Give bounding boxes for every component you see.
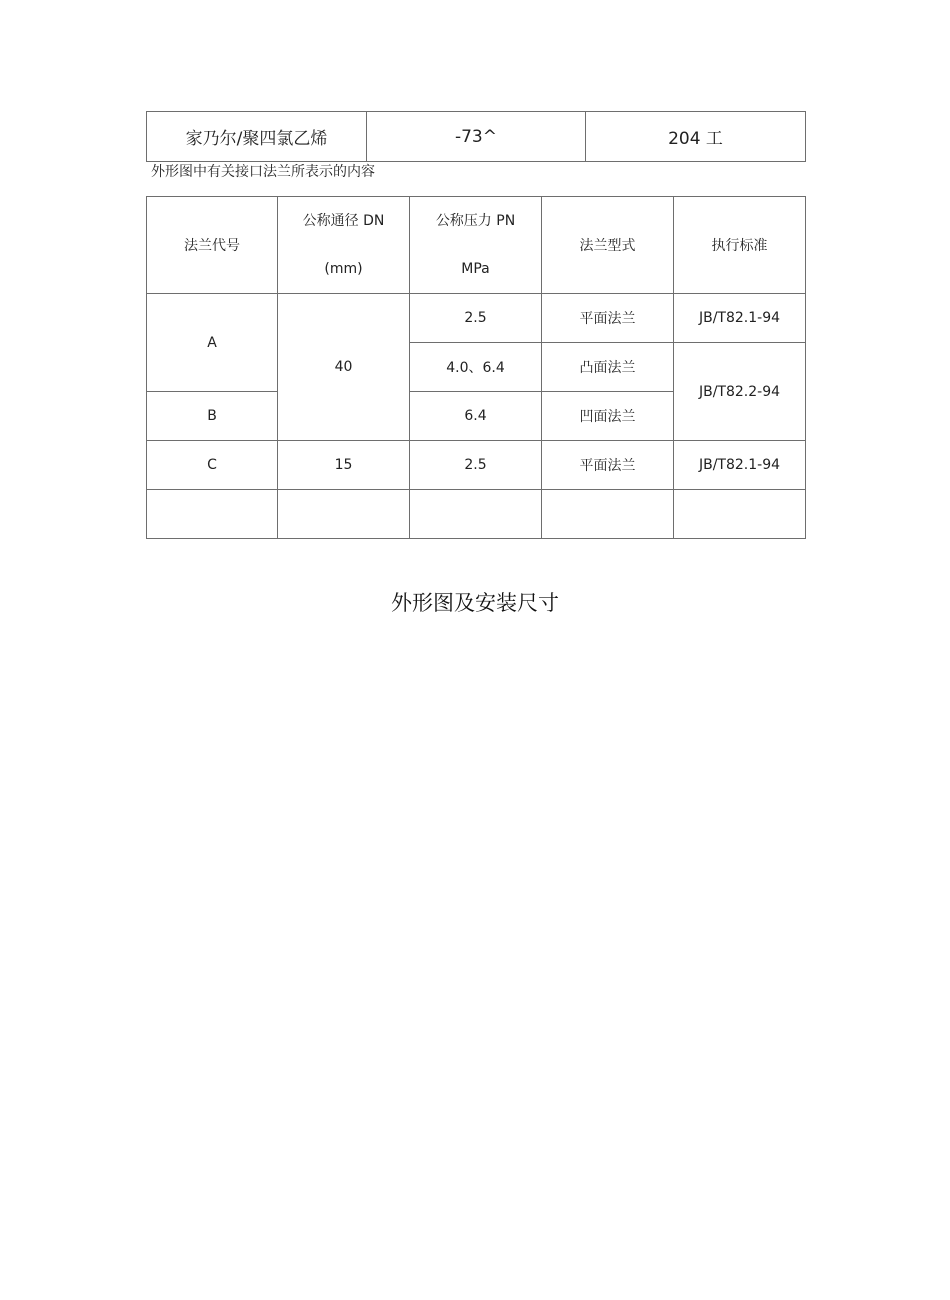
empty-cell: [542, 490, 674, 539]
nominal-pressure-cell: 2.5: [410, 441, 542, 490]
standard-cell: JB/T82.1-94: [674, 441, 806, 490]
flange-code-cell: A: [147, 294, 278, 392]
nominal-pressure-cell: 4.0、6.4: [410, 343, 542, 392]
section-title: 外形图及安装尺寸: [391, 591, 559, 615]
nominal-pressure-cell: 2.5: [410, 294, 542, 343]
header-nominal-pressure-label: 公称压力 PN: [435, 213, 516, 229]
header-nominal-diameter-label: 公称通径 DN: [302, 213, 385, 229]
header-nominal-diameter-unit: (mm): [324, 261, 363, 277]
table-row: [147, 441, 806, 490]
standard-cell: JB/T82.2-94: [674, 343, 806, 441]
flange-type-cell: 凸面法兰: [542, 343, 674, 392]
nominal-diameter-cell: 40: [278, 294, 410, 441]
standard-cell: JB/T82.1-94: [674, 294, 806, 343]
flange-table: [146, 196, 806, 539]
nominal-diameter-cell: 15: [278, 441, 410, 490]
empty-cell: [410, 490, 542, 539]
flange-code-cell: C: [147, 441, 278, 490]
material-table: [146, 111, 806, 162]
header-flange-type: 法兰型式: [542, 197, 674, 294]
empty-table-row: [147, 490, 806, 539]
flange-type-cell: 凹面法兰: [542, 392, 674, 441]
table-header-row: [147, 197, 806, 294]
header-flange-code: 法兰代号: [147, 197, 278, 294]
header-nominal-pressure-unit: MPa: [461, 261, 490, 277]
material-name-cell: 家乃尔/聚四氯乙烯: [147, 112, 367, 162]
empty-cell: [278, 490, 410, 539]
min-temperature-cell: -73^: [367, 112, 586, 162]
table-row: [147, 294, 806, 343]
header-nominal-diameter: [278, 197, 410, 294]
material-row: [147, 112, 806, 162]
flange-table-caption: 外形图中有关接口法兰所表示的内容: [151, 164, 375, 180]
header-standard: 执行标准: [674, 197, 806, 294]
empty-cell: [674, 490, 806, 539]
empty-cell: [147, 490, 278, 539]
flange-code-cell: B: [147, 392, 278, 441]
flange-type-cell: 平面法兰: [542, 294, 674, 343]
max-temperature-cell: 204 工: [586, 112, 806, 162]
header-nominal-pressure: [410, 197, 542, 294]
nominal-pressure-cell: 6.4: [410, 392, 542, 441]
flange-type-cell: 平面法兰: [542, 441, 674, 490]
